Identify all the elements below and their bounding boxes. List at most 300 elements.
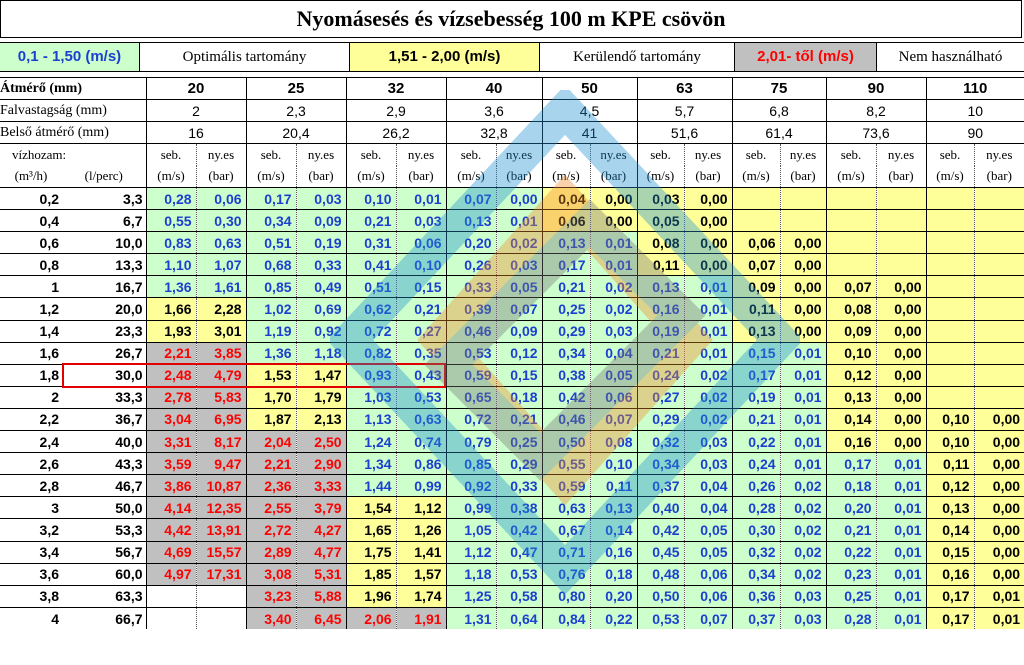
flow-m3h: 3,2 (0, 519, 62, 541)
speed-value: 0,79 (446, 431, 496, 453)
inner-value: 51,6 (637, 122, 732, 144)
pressure-drop-value: 0,02 (590, 298, 637, 320)
pressure-drop-value: 0,03 (496, 254, 542, 276)
pressure-drop-value: 0,00 (590, 210, 637, 232)
pressure-drop-value: 0,18 (590, 563, 637, 585)
speed-value: 2,48 (146, 364, 196, 386)
pressure-drop-value: 0,12 (496, 342, 542, 364)
legend-avoid-range: 1,51 - 2,00 (m/s) (350, 43, 540, 71)
flow-m3h: 0,8 (0, 254, 62, 276)
speed-value: 1,70 (246, 386, 296, 408)
pressure-drop-value: 1,61 (196, 276, 246, 298)
legend-unusable-range: 2,01- től (m/s) (735, 43, 877, 71)
pressure-drop-value: 1,07 (196, 254, 246, 276)
speed-value: 0,07 (826, 276, 876, 298)
pressure-drop-value: 0,00 (974, 431, 1024, 453)
speed-unit: (m/s) (146, 166, 196, 188)
pressure-drop-value: 0,29 (496, 453, 542, 475)
pressure-drop-value (974, 320, 1024, 342)
pressure-drop-value: 3,85 (196, 342, 246, 364)
speed-value: 0,22 (732, 431, 780, 453)
pressure-drop-value: 1,79 (296, 386, 346, 408)
pressure-drop-value: 0,07 (684, 607, 732, 629)
speed-value: 3,04 (146, 408, 196, 430)
pressure-drop-header: ny.es (590, 144, 637, 166)
pressure-drop-value: 2,28 (196, 298, 246, 320)
pressure-drop-value: 3,33 (296, 475, 346, 497)
pressure-drop-value: 0,08 (590, 431, 637, 453)
pressure-unit: (bar) (684, 166, 732, 188)
pressure-drop-value: 0,01 (590, 254, 637, 276)
pressure-drop-value: 0,06 (396, 232, 446, 254)
flow-lperc: 3,3 (62, 188, 146, 210)
speed-value: 0,42 (542, 386, 590, 408)
pressure-drop-value: 0,01 (876, 563, 926, 585)
speed-unit: (m/s) (542, 166, 590, 188)
speed-value: 0,34 (732, 563, 780, 585)
pressure-drop-value: 6,95 (196, 408, 246, 430)
pressure-drop-value: 0,13 (590, 497, 637, 519)
speed-value: 1,03 (346, 386, 396, 408)
pressure-drop-value: 0,01 (876, 453, 926, 475)
pressure-drop-value: 0,02 (780, 541, 826, 563)
speed-value: 0,85 (246, 276, 296, 298)
speed-value (926, 298, 974, 320)
pressure-drop-value: 0,63 (196, 232, 246, 254)
speed-value: 2,06 (346, 607, 396, 629)
speed-value: 1,36 (146, 276, 196, 298)
speed-value: 4,14 (146, 497, 196, 519)
speed-value: 0,41 (346, 254, 396, 276)
speed-value: 0,20 (826, 497, 876, 519)
pressure-drop-value: 0,00 (684, 210, 732, 232)
flow-m3h: 1,8 (0, 364, 62, 386)
pressure-unit: (bar) (196, 166, 246, 188)
speed-value (146, 585, 196, 607)
speed-value: 0,11 (926, 453, 974, 475)
speed-value: 0,12 (926, 475, 974, 497)
pressure-drop-value: 1,74 (396, 585, 446, 607)
speed-value: 3,86 (146, 475, 196, 497)
inner-value: 73,6 (826, 122, 926, 144)
diameter-40: 40 (446, 78, 542, 100)
speed-value (826, 210, 876, 232)
legend-optimal-label: Optimális tartomány (140, 43, 350, 71)
pressure-drop-value: 0,21 (496, 408, 542, 430)
pressure-drop-value: 0,02 (496, 232, 542, 254)
pressure-drop-value: 0,22 (590, 607, 637, 629)
pressure-drop-value: 0,38 (496, 497, 542, 519)
pressure-drop-value: 0,10 (396, 254, 446, 276)
pressure-drop-value: 0,00 (684, 188, 732, 210)
pressure-drop-value: 0,07 (496, 298, 542, 320)
speed-value: 0,24 (637, 364, 684, 386)
pressure-drop-header: ny.es (396, 144, 446, 166)
speed-value: 0,21 (346, 210, 396, 232)
pressure-drop-value: 4,27 (296, 519, 346, 541)
speed-value: 0,28 (732, 497, 780, 519)
speed-value: 0,82 (346, 342, 396, 364)
speed-value: 0,46 (446, 320, 496, 342)
pressure-drop-value: 0,01 (876, 607, 926, 629)
legend-bar (0, 42, 1024, 72)
speed-value: 4,42 (146, 519, 196, 541)
speed-value: 0,24 (732, 453, 780, 475)
speed-value (926, 276, 974, 298)
pressure-drop-value (974, 298, 1024, 320)
pressure-unit: (bar) (496, 166, 542, 188)
pressure-drop-value: 0,69 (296, 298, 346, 320)
speed-value: 2,89 (246, 541, 296, 563)
flow-m3h: 2,8 (0, 475, 62, 497)
speed-value: 1,24 (346, 431, 396, 453)
speed-value: 1,19 (246, 320, 296, 342)
flow-m3h: 0,6 (0, 232, 62, 254)
speed-value: 0,10 (926, 431, 974, 453)
speed-value: 0,31 (346, 232, 396, 254)
pressure-drop-value: 0,09 (496, 320, 542, 342)
pressure-drop-value: 0,03 (780, 585, 826, 607)
speed-value (926, 364, 974, 386)
speed-unit: (m/s) (637, 166, 684, 188)
pressure-drop-value: 0,11 (590, 475, 637, 497)
speed-value: 1,10 (146, 254, 196, 276)
flow-lperc: 50,0 (62, 497, 146, 519)
speed-unit: (m/s) (732, 166, 780, 188)
speed-value: 2,04 (246, 431, 296, 453)
pressure-unit: (bar) (296, 166, 346, 188)
pressure-drop-value: 0,05 (684, 541, 732, 563)
table-row (0, 563, 1024, 585)
speed-value: 0,67 (542, 519, 590, 541)
speed-value: 0,06 (732, 232, 780, 254)
speed-value: 2,78 (146, 386, 196, 408)
speed-value: 0,46 (542, 408, 590, 430)
pressure-drop-value: 0,14 (590, 519, 637, 541)
speed-value: 0,04 (542, 188, 590, 210)
speed-value: 0,26 (732, 475, 780, 497)
pressure-drop-value (974, 254, 1024, 276)
table-row (0, 320, 1024, 342)
pressure-drop-value (974, 232, 1024, 254)
speed-value (732, 188, 780, 210)
inner-value: 61,4 (732, 122, 826, 144)
speed-value: 1,05 (446, 519, 496, 541)
speed-header: seb. (732, 144, 780, 166)
speed-header: seb. (246, 144, 296, 166)
pressure-drop-value: 0,00 (876, 431, 926, 453)
pressure-drop-value: 0,02 (684, 408, 732, 430)
speed-value: 0,25 (826, 585, 876, 607)
pressure-drop-value: 0,05 (684, 519, 732, 541)
pressure-drop-value: 4,79 (196, 364, 246, 386)
flow-lperc: 53,3 (62, 519, 146, 541)
table-row (0, 541, 1024, 563)
pressure-drop-value: 0,86 (396, 453, 446, 475)
speed-value: 0,07 (732, 254, 780, 276)
table-row (0, 475, 1024, 497)
pressure-drop-header: ny.es (876, 144, 926, 166)
page-title: Nyomásesés és vízsebesség 100 m KPE csövön (0, 0, 1022, 38)
speed-value: 0,29 (637, 408, 684, 430)
pressure-drop-value: 0,00 (590, 188, 637, 210)
table-row (0, 276, 1024, 298)
speed-value: 0,21 (637, 342, 684, 364)
speed-value (926, 188, 974, 210)
table-row (0, 386, 1024, 408)
speed-value: 0,13 (926, 497, 974, 519)
pressure-drop-value: 17,31 (196, 563, 246, 585)
pressure-drop-value: 0,00 (974, 453, 1024, 475)
pressure-drop-value: 10,87 (196, 475, 246, 497)
speed-value: 0,12 (826, 364, 876, 386)
pressure-drop-value: 6,45 (296, 607, 346, 629)
pressure-drop-value: 0,58 (496, 585, 542, 607)
flow-lperc: 63,3 (62, 585, 146, 607)
speed-value: 0,17 (542, 254, 590, 276)
speed-value: 1,18 (446, 563, 496, 585)
speed-value: 0,09 (826, 320, 876, 342)
table-row (0, 497, 1024, 519)
pressure-drop-value: 5,83 (196, 386, 246, 408)
speed-value: 2,55 (246, 497, 296, 519)
pressure-drop-value: 0,05 (590, 364, 637, 386)
wall-value: 2,9 (346, 100, 446, 122)
flow-lperc: 6,7 (62, 210, 146, 232)
speed-value: 0,16 (826, 431, 876, 453)
pressure-drop-value: 0,49 (296, 276, 346, 298)
speed-value (926, 386, 974, 408)
speed-value: 0,28 (146, 188, 196, 210)
pressure-drop-value: 0,01 (684, 342, 732, 364)
speed-value: 2,21 (246, 453, 296, 475)
pressure-drop-value: 1,41 (396, 541, 446, 563)
pressure-drop-value: 0,15 (496, 364, 542, 386)
pressure-unit: (bar) (780, 166, 826, 188)
pressure-drop-value: 0,00 (876, 320, 926, 342)
diameter-25: 25 (246, 78, 346, 100)
speed-value: 0,22 (826, 541, 876, 563)
pressure-drop-value: 0,00 (974, 541, 1024, 563)
speed-value: 0,34 (542, 342, 590, 364)
speed-value: 1,36 (246, 342, 296, 364)
pressure-drop-value (876, 210, 926, 232)
wall-label: Falvastagság (mm) (0, 100, 146, 122)
table-row (0, 254, 1024, 276)
table-row (0, 408, 1024, 430)
speed-value: 0,55 (146, 210, 196, 232)
speed-value: 0,80 (542, 585, 590, 607)
speed-value: 0,14 (926, 519, 974, 541)
pressure-drop-value: 0,00 (974, 497, 1024, 519)
table-row (0, 431, 1024, 453)
pressure-drop-value: 2,13 (296, 408, 346, 430)
pressure-drop-value: 0,00 (780, 298, 826, 320)
pressure-drop-value (974, 188, 1024, 210)
speed-value: 1,66 (146, 298, 196, 320)
inner-value: 41 (542, 122, 637, 144)
speed-value: 1,65 (346, 519, 396, 541)
flow-unit-m3h: (m³/h) (0, 166, 62, 188)
pressure-drop-value: 0,63 (396, 408, 446, 430)
pressure-drop-value: 0,00 (780, 276, 826, 298)
diameter-32: 32 (346, 78, 446, 100)
pressure-drop-value: 0,00 (876, 276, 926, 298)
speed-value: 0,59 (542, 475, 590, 497)
wall-value: 5,7 (637, 100, 732, 122)
flow-m3h: 2,6 (0, 453, 62, 475)
flow-m3h: 2 (0, 386, 62, 408)
pressure-drop-value (974, 342, 1024, 364)
speed-value: 0,71 (542, 541, 590, 563)
speed-value: 0,83 (146, 232, 196, 254)
speed-value: 0,32 (732, 541, 780, 563)
pressure-drop-value: 0,01 (396, 188, 446, 210)
pressure-unit: (bar) (876, 166, 926, 188)
inner-value: 32,8 (446, 122, 542, 144)
pressure-drop-value: 0,53 (496, 563, 542, 585)
speed-value: 0,05 (637, 210, 684, 232)
pressure-drop-value: 0,03 (684, 431, 732, 453)
flow-lperc: 56,7 (62, 541, 146, 563)
pressure-drop-value: 9,47 (196, 453, 246, 475)
speed-value: 0,93 (346, 364, 396, 386)
speed-value: 1,54 (346, 497, 396, 519)
speed-value: 0,92 (446, 475, 496, 497)
pressure-drop-value: 0,18 (496, 386, 542, 408)
pressure-drop-value: 0,01 (780, 342, 826, 364)
speed-unit: (m/s) (346, 166, 396, 188)
speed-value: 0,33 (446, 276, 496, 298)
pressure-drop-value: 1,47 (296, 364, 346, 386)
pressure-drop-value: 0,19 (296, 232, 346, 254)
speed-value: 0,19 (637, 320, 684, 342)
speed-value: 2,72 (246, 519, 296, 541)
speed-value: 1,53 (246, 364, 296, 386)
pressure-drop-value: 0,21 (396, 298, 446, 320)
pressure-drop-value: 0,00 (974, 475, 1024, 497)
pressure-drop-value: 0,92 (296, 320, 346, 342)
pressure-unit: (bar) (590, 166, 637, 188)
inner-value: 26,2 (346, 122, 446, 144)
speed-value: 0,85 (446, 453, 496, 475)
pressure-drop-value: 0,00 (974, 408, 1024, 430)
pressure-drop-value: 1,91 (396, 607, 446, 629)
speed-value: 0,21 (732, 408, 780, 430)
flow-m3h: 3 (0, 497, 62, 519)
pressure-drop-value: 0,01 (876, 585, 926, 607)
speed-value: 2,21 (146, 342, 196, 364)
pressure-drop-value: 0,20 (590, 585, 637, 607)
pressure-drop-value: 0,05 (496, 276, 542, 298)
wall-value: 6,8 (732, 100, 826, 122)
pressure-drop-value (974, 386, 1024, 408)
speed-value: 0,06 (542, 210, 590, 232)
speed-value: 0,55 (542, 453, 590, 475)
flow-m3h: 1,4 (0, 320, 62, 342)
pressure-drop-value: 0,01 (684, 320, 732, 342)
pressure-drop-value: 3,01 (196, 320, 246, 342)
pressure-drop-value: 0,01 (780, 453, 826, 475)
pressure-drop-header: ny.es (780, 144, 826, 166)
speed-value: 0,34 (246, 210, 296, 232)
pressure-drop-value: 0,00 (876, 298, 926, 320)
pressure-drop-value: 0,01 (780, 364, 826, 386)
pressure-drop-value: 5,31 (296, 563, 346, 585)
speed-value: 0,13 (732, 320, 780, 342)
speed-value: 0,34 (637, 453, 684, 475)
pressure-drop-value: 0,00 (684, 254, 732, 276)
wall-value: 10 (926, 100, 1024, 122)
pressure-drop-value (974, 276, 1024, 298)
speed-value: 3,31 (146, 431, 196, 453)
pressure-drop-value: 0,00 (780, 232, 826, 254)
speed-value: 0,11 (637, 254, 684, 276)
pressure-drop-value: 0,25 (496, 431, 542, 453)
flow-m3h: 0,4 (0, 210, 62, 232)
speed-value: 0,38 (542, 364, 590, 386)
speed-value: 0,76 (542, 563, 590, 585)
speed-value: 0,25 (542, 298, 590, 320)
flow-lperc: 23,3 (62, 320, 146, 342)
speed-value (732, 210, 780, 232)
flow-m3h: 1,2 (0, 298, 62, 320)
speed-value: 0,32 (637, 431, 684, 453)
flow-m3h: 2,2 (0, 408, 62, 430)
speed-value: 0,50 (637, 585, 684, 607)
speed-value: 0,63 (542, 497, 590, 519)
pressure-drop-header: ny.es (196, 144, 246, 166)
pressure-drop-value: 1,18 (296, 342, 346, 364)
speed-value (926, 342, 974, 364)
speed-value: 0,42 (637, 519, 684, 541)
pressure-drop-value: 0,03 (780, 607, 826, 629)
flow-m3h: 3,8 (0, 585, 62, 607)
table-row (0, 519, 1024, 541)
speed-value: 0,51 (246, 232, 296, 254)
pressure-drop-value (876, 232, 926, 254)
pressure-drop-value: 0,04 (684, 497, 732, 519)
speed-value: 1,34 (346, 453, 396, 475)
speed-value: 0,50 (542, 431, 590, 453)
speed-value (826, 254, 876, 276)
speed-value: 0,13 (826, 386, 876, 408)
speed-value: 0,15 (926, 541, 974, 563)
speed-value: 1,25 (446, 585, 496, 607)
speed-header: seb. (446, 144, 496, 166)
pressure-drop-value: 0,00 (974, 519, 1024, 541)
table-row (0, 453, 1024, 475)
flow-lperc: 36,7 (62, 408, 146, 430)
speed-value: 0,40 (637, 497, 684, 519)
pressure-drop-value: 0,03 (684, 453, 732, 475)
speed-value: 0,72 (346, 320, 396, 342)
flow-m3h: 0,2 (0, 188, 62, 210)
speed-value: 0,13 (637, 276, 684, 298)
pressure-drop-value: 4,77 (296, 541, 346, 563)
speed-value: 0,20 (446, 232, 496, 254)
speed-value: 3,40 (246, 607, 296, 629)
wall-value: 4,5 (542, 100, 637, 122)
pressure-drop-value: 0,74 (396, 431, 446, 453)
pressure-drop-value: 0,09 (296, 210, 346, 232)
speed-value: 0,37 (637, 475, 684, 497)
pressure-drop-value: 0,00 (974, 563, 1024, 585)
pressure-drop-value: 0,47 (496, 541, 542, 563)
inner-value: 16 (146, 122, 246, 144)
flow-lperc: 60,0 (62, 563, 146, 585)
diameter-label: Átmérő (mm) (0, 78, 146, 100)
